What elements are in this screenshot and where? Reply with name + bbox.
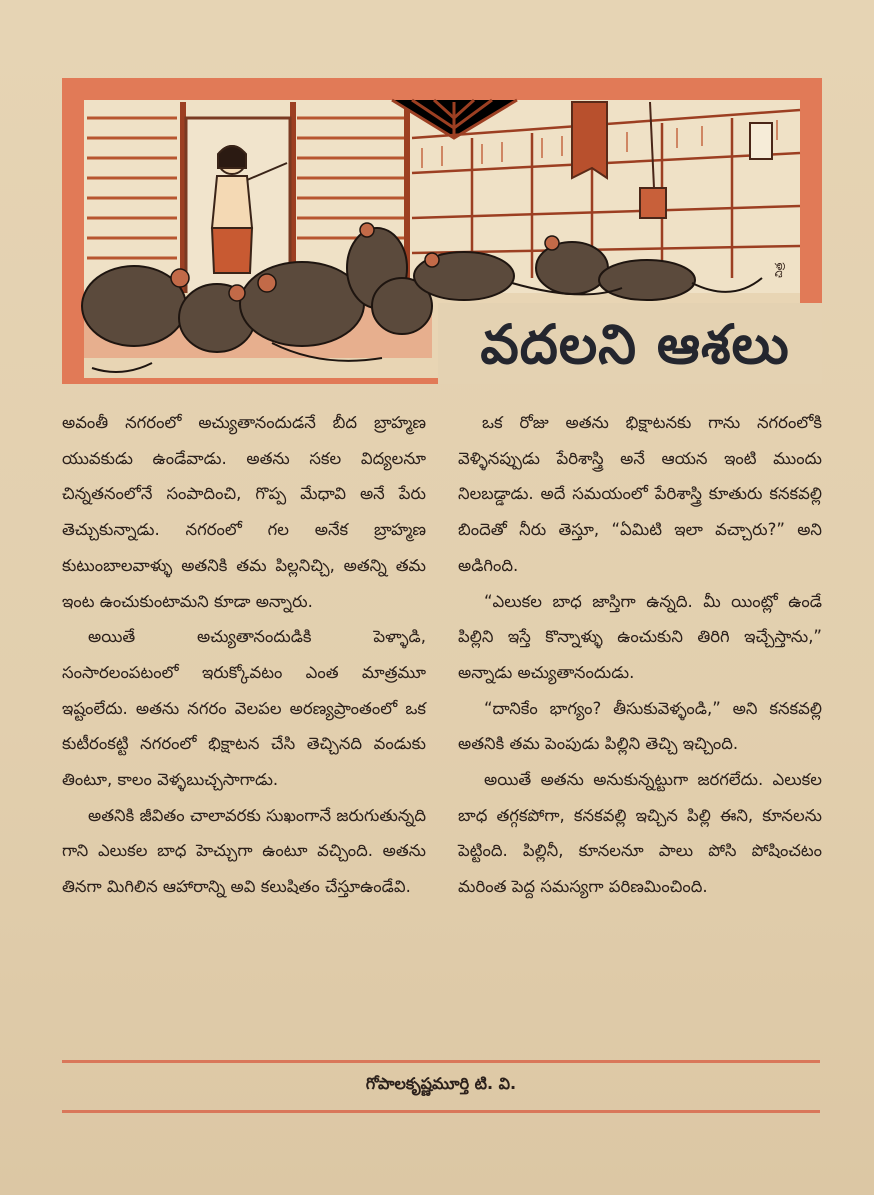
divider-bottom <box>62 1110 820 1113</box>
paragraph: అయితే అతను అనుకున్నట్టుగా జరగలేదు. ఎలుకల బాధ తగ్గకపోగా, కనకవల్లి ఇచ్చిన పిల్లి ఈని, కూనలను పెట్టింది. పిల్లినీ, కూనలనూ పాలు పోసి పోషించటం మరింత పెద్ద సమస్యగా పరిణమించింది. <box>458 770 822 897</box>
paragraph: ఒక రోజు అతను భిక్షాటనకు గాను నగరంలోకి వెళ్ళినప్పుడు పేరిశాస్త్రి అనే ఆయన ఇంటి ముందు నిలబడ్డాడు. అదే సమయంలో పేరిశాస్త్రి కూతురు కనకవల్లి బిందెతో నీరు తెస్తూ, “ఏమిటి ఇలా వచ్చారు?” అని అడిగింది. <box>458 413 822 575</box>
text-column-right <box>458 405 822 905</box>
divider-top <box>62 1060 820 1063</box>
paragraph: “దానికేం భాగ్యం? తీసుకువెళ్ళండి,” అని కనకవల్లి అతనికి తమ పెంపుడు పిల్లిని తెచ్చి ఇచ్చింది. <box>458 698 822 754</box>
story-title: వదలని ఆశలు <box>480 313 790 376</box>
story-body <box>62 405 822 1045</box>
artist-signature: చిత్ర <box>774 262 785 278</box>
paragraph: అయితే అచ్యుతానందుడికి పెళ్ళాడి, సంసారలంపటంలో ఇరుక్కోవటం ఎంత మాత్రమూ ఇష్టంలేదు. అతను నగరం వెలపల అరణ్యప్రాంతంలో ఒక కుటీరంకట్టి నగరంలో భిక్షాటన చేసి తెచ్చినది వండుకు తింటూ, కాలం వెళ్ళబుచ్చసాగాడు. <box>62 627 426 790</box>
paragraph: “ఎలుకల బాధ జాస్తిగా ఉన్నది. మీ యింట్లో ఉండే పిల్లిని ఇస్తే కొన్నాళ్ళు ఉంచుకుని తిరిగి ఇచ్చేస్తాను,” అన్నాడు అచ్యుతానందుడు. <box>458 591 822 682</box>
paragraph: అతనికి జీవితం చాలావరకు సుఖంగానే జరుగుతున్నది గాని ఎలుకల బాధ హెచ్చుగా ఉంటూ వచ్చింది. అతను తినగా మిగిలిన ఆహారాన్ని అవి కలుషితం చేస్తూఉండేవి. <box>62 805 426 897</box>
author-credit: గోపాలకృష్ణమూర్తి టి. వి. <box>365 1074 517 1093</box>
text-column-left <box>62 405 426 905</box>
paragraph: అవంతీ నగరంలో అచ్యుతానందుడనే బీద బ్రాహ్మణ యువకుడు ఉండేవాడు. అతను సకల విద్యలనూ చిన్నతనంలోనే సంపాదించి, గొప్ప మేధావి అనే పేరు తెచ్చుకున్నాడు. నగరంలో గల అనేక బ్రాహ్మణ కుటుంబాలవాళ్ళు అతనికి తమ పిల్లనిచ్చి, అతన్ని తమ ఇంట ఉంచుకుంటామని కూడా అన్నారు. <box>62 413 426 611</box>
